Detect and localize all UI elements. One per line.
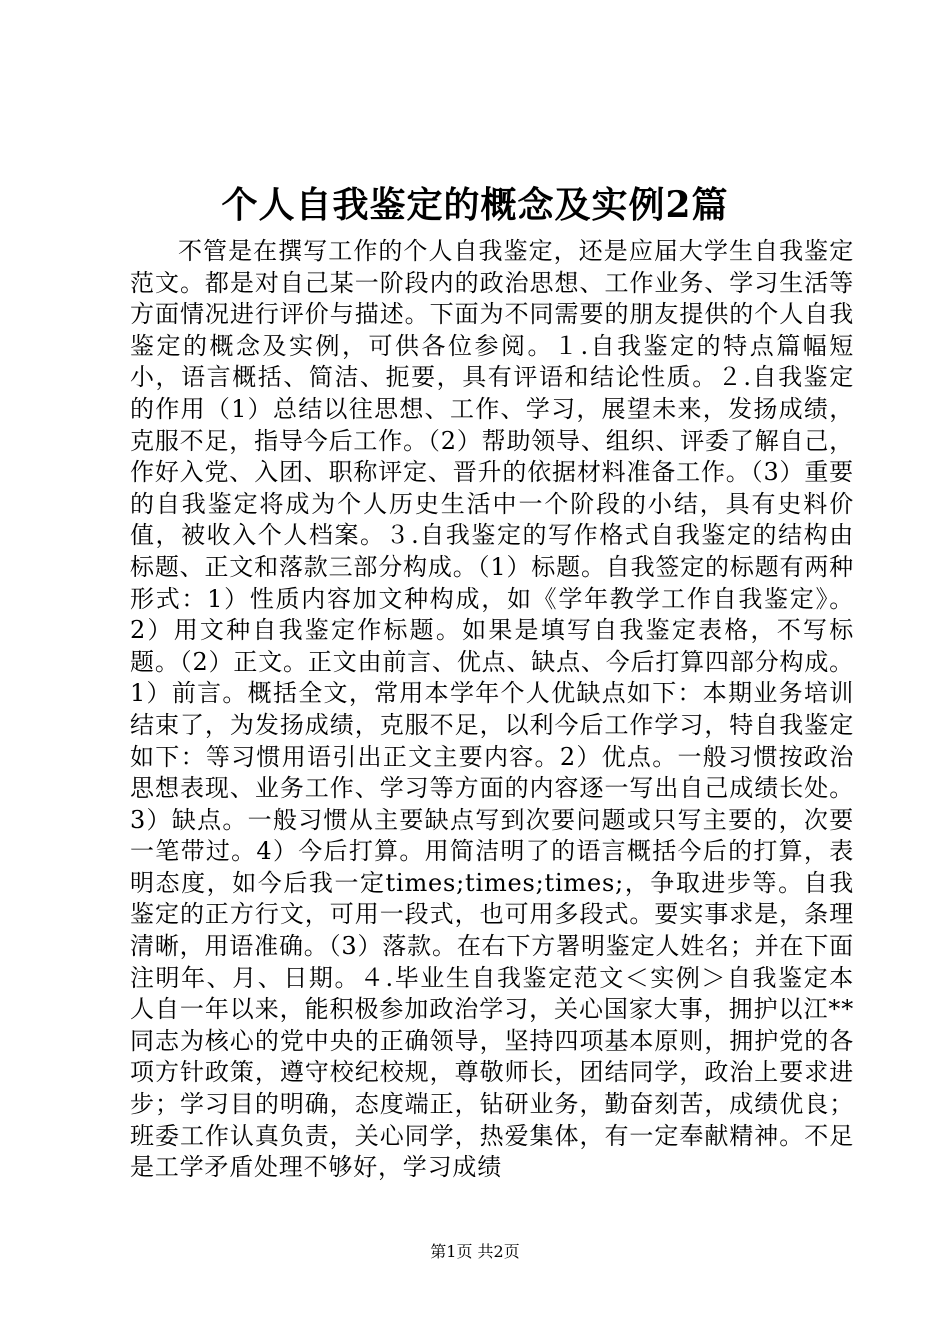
document-body: 不管是在撰写工作的个人自我鉴定，还是应届大学生自我鉴定范文。都是对自己某一阶段内的政治思想、工作业务、学习生活等方面情况进行评价与描述。下面为不同需要的朋友提供的个人自我鉴定的概念及实例，可供各位参阅。１.自我鉴定的特点篇幅短小，语言概括、简洁、扼要，具有评语和结论性质。２.自我鉴定的作用（1）总结以往思想、工作、学习，展望未来，发扬成绩，克服不足，指导今后工作。（2）帮助领导、组织、评委了解自己，作好入党、入团、职称评定、晋升的依据材料准备工作。（3）重要的自我鉴定将成为个人历史生活中一个阶段的小结，具有史料价值，被收入个人档案。３.自我鉴定的写作格式自我鉴定的结构由标题、正文和落款三部分构成。（1）标题。自我签定的标题有两种形式：1）性质内容加文种构成，如《学年教学工作自我鉴定》。2）用文种自我鉴定作标题。如果是填写自我鉴定表格，不写标题。（2）正文。正文由前言、优点、缺点、今后打算四部分构成。1）前言。概括全文，常用本学年个人优缺点如下：本期业务培训结束了，为发扬成绩，克服不足，以利今后工作学习，特自我鉴定如下：等习惯用语引出正文主要内容。2）优点。一般习惯按政治思想表现、业务工作、学习等方面的内容逐一写出自己成绩长处。3）缺点。一般习惯从主要缺点写到次要问题或只写主要的，次要一笔带过。4）今后打算。用简洁明了的语言概括今后的打算，表明态度，如今后我一定times;times;times;，争取进步等。自我鉴定的正方行文，可用一段式，也可用多段式。要实事求是，条理清晰，用语准确。（3）落款。在右下方署明鉴定人姓名；并在下面注明年、月、日期。４.毕业生自我鉴定范文＜实例＞自我鉴定本人自一年以来，能积极参加政治学习，关心国家大事，拥护以江**同志为核心的党中央的正确领导，坚持四项基本原则，拥护党的各项方针政策，遵守校纪校规，尊敬师长，团结同学，政治上要求进步；学习目的明确，态度端正，钻研业务，勤奋刻苦，成绩优良；班委工作认真负责，关心同学，热爱集体，有一定奉献精神。不足是工学矛盾处理不够好，学习成绩 [130, 237, 854, 1182]
document-title: 个人自我鉴定的概念及实例2篇 [221, 184, 729, 226]
page-number-footer: 第1页 共2页 [430, 1242, 520, 1261]
